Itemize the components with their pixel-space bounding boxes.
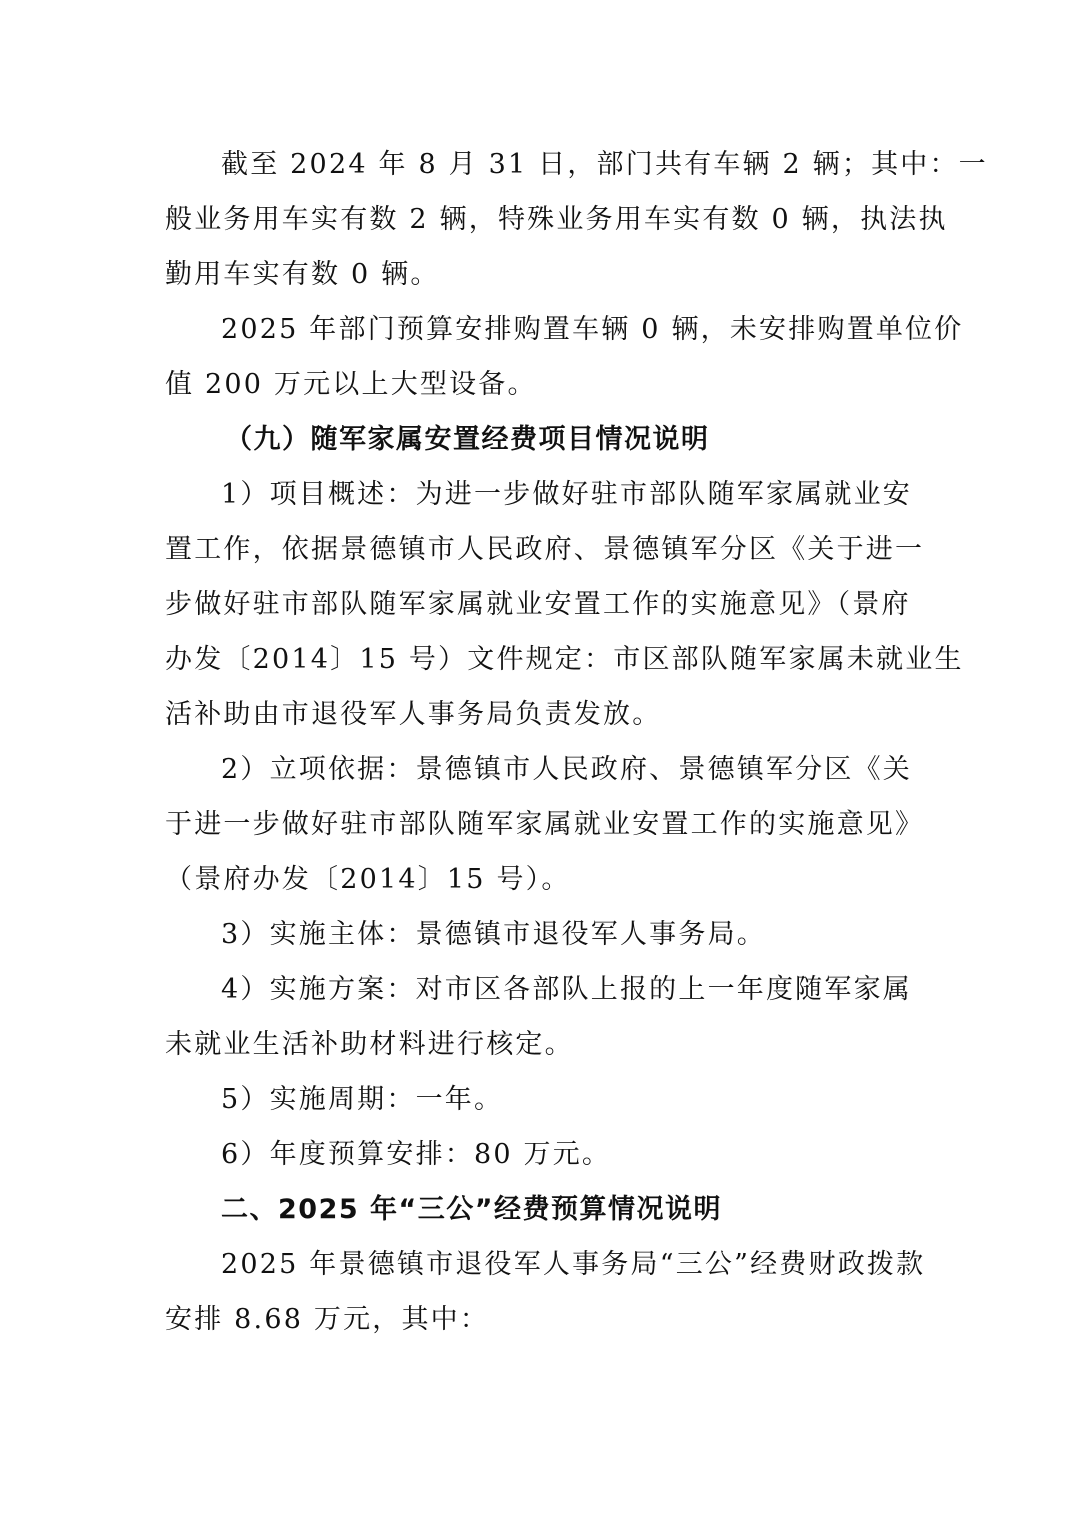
section-9-heading: （九）随军家属安置经费项目情况说明 (225, 424, 710, 455)
item-2-line-2: 于进一步做好驻市部队随军家属就业安置工作的实施意见》 (165, 809, 925, 840)
purchase-paragraph-line-1: 2025 年部门预算安排购置车辆 0 辆，未安排购置单位价 (221, 314, 964, 345)
vehicles-paragraph-line-3: 勤用车实有数 0 辆。 (165, 259, 440, 290)
item-2-line-1: 2）立项依据：景德镇市人民政府、景德镇军分区《关 (221, 754, 912, 785)
item-1-line-3: 步做好驻市部队随军家属就业安置工作的实施意见》（景府 (165, 589, 911, 620)
item-4-line-1: 4）实施方案：对市区各部队上报的上一年度随军家属 (221, 974, 912, 1005)
three-public-paragraph-line-2: 安排 8.68 万元，其中： (165, 1304, 490, 1335)
three-public-paragraph-line-1: 2025 年景德镇市退役军人事务局“三公”经费财政拨款 (221, 1249, 926, 1280)
item-1-line-5: 活补助由市退役军人事务局负责发放。 (165, 699, 662, 730)
item-2-line-3: （景府办发〔2014〕15 号）。 (165, 864, 571, 895)
vehicles-paragraph-line-2: 般业务用车实有数 2 辆，特殊业务用车实有数 0 辆，执法执 (165, 204, 948, 235)
item-1-line-1: 1）项目概述：为进一步做好驻市部队随军家属就业安 (221, 479, 912, 510)
purchase-paragraph-line-2: 值 200 万元以上大型设备。 (165, 369, 537, 400)
item-1-line-4: 办发〔2014〕15 号）文件规定：市区部队随军家属未就业生 (165, 644, 964, 675)
item-4-line-2: 未就业生活补助材料进行核定。 (165, 1029, 574, 1060)
section-2-heading: 二、2025 年“三公”经费预算情况说明 (221, 1194, 723, 1225)
item-6: 6）年度预算安排：80 万元。 (221, 1139, 612, 1170)
item-1-line-2: 置工作，依据景德镇市人民政府、景德镇军分区《关于进一 (165, 534, 925, 565)
item-3: 3）实施主体：景德镇市退役军人事务局。 (221, 919, 766, 950)
item-5: 5）实施周期：一年。 (221, 1084, 504, 1115)
document-page (165, 137, 988, 1347)
vehicles-paragraph-line-1: 截至 2024 年 8 月 31 日，部门共有车辆 2 辆；其中：一 (221, 149, 988, 180)
